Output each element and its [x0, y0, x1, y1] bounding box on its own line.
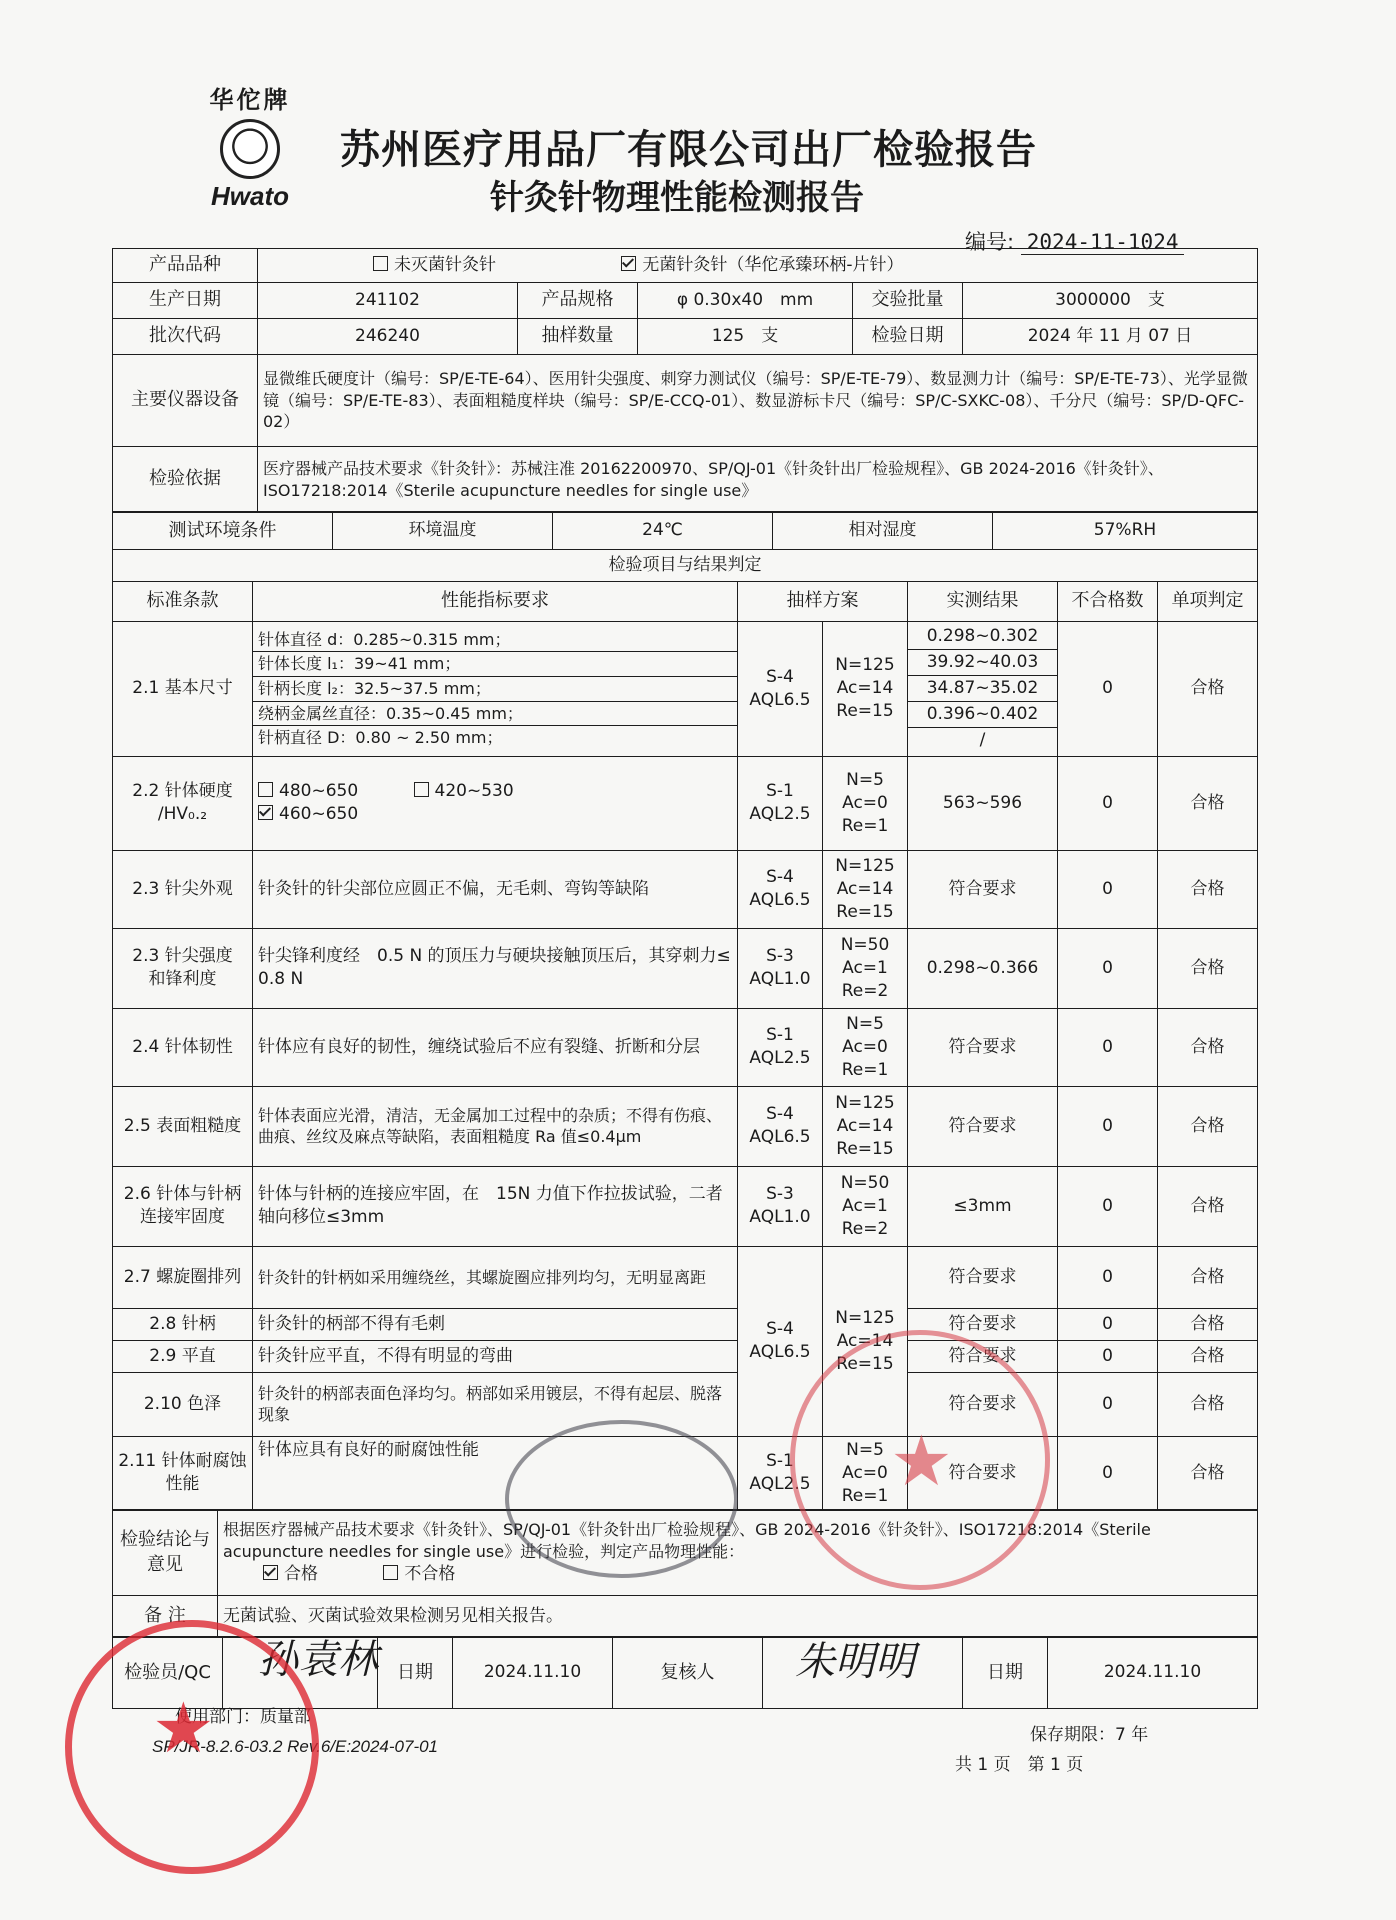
batch-qty-value: 3000000 支 — [963, 283, 1258, 319]
reviewer-label: 复核人 — [613, 1637, 763, 1709]
remark-value: 无菌试验、灭菌试验效果检测另见相关报告。 — [218, 1596, 1258, 1638]
plan: S-3 AQL1.0 — [738, 928, 823, 1008]
pass-option: 合格 — [263, 1564, 318, 1584]
hum-value: 57%RH — [993, 512, 1258, 550]
acceptance: N=5 Ac=0 Re=1 — [823, 1436, 908, 1510]
product-info-table — [112, 248, 1258, 513]
checked-box-icon — [621, 256, 636, 271]
nonconf: 0 — [1058, 1372, 1158, 1436]
nonconf: 0 — [1058, 1166, 1158, 1246]
table-row — [113, 1086, 1258, 1166]
acceptance: N=5 Ac=0 Re=1 — [823, 1008, 908, 1086]
req-item: 针柄直径 D：0.80 ~ 2.50 mm； — [258, 728, 503, 748]
clause: 2.10 色泽 — [113, 1372, 253, 1436]
requirement: 针体表面应光滑，清洁，无金属加工过程中的杂质；不得有伤痕、曲痕、丝纹及麻点等缺陷，表面粗糙度 Ra 值≤0.4μm — [253, 1086, 738, 1166]
measured: 0.298~0.302 — [908, 624, 1057, 649]
judge: 合格 — [1158, 1246, 1258, 1308]
temp-label: 环境温度 — [333, 512, 553, 550]
judge: 合格 — [1158, 1166, 1258, 1246]
measured-list — [908, 621, 1058, 756]
requirements — [253, 621, 738, 756]
table-row — [113, 1340, 1258, 1372]
table-row — [113, 1166, 1258, 1246]
judge: 合格 — [1158, 1372, 1258, 1436]
unchecked-box-icon — [414, 782, 429, 797]
hum-label: 相对湿度 — [773, 512, 993, 550]
req-item: 针体直径 d：0.285~0.315 mm； — [253, 628, 737, 653]
remark-label: 备 注 — [113, 1596, 218, 1638]
nonconf: 0 — [1058, 1246, 1158, 1308]
measured: 符合要求 — [908, 1436, 1058, 1510]
col-sampling: 抽样方案 — [738, 581, 908, 621]
hwato-portrait-icon — [220, 119, 280, 179]
table-row — [113, 1008, 1258, 1086]
req-item: 针柄长度 l₂：32.5~37.5 mm； — [253, 677, 737, 702]
star-icon: ★ — [152, 1687, 215, 1769]
table-row — [113, 621, 1258, 756]
insp-date-value: 2024 年 11 月 07 日 — [963, 319, 1258, 355]
opt-sterile: 无菌针灸针（华佗承臻环柄-片针） — [621, 255, 903, 275]
section-title: 检验项目与结果判定 — [113, 549, 1258, 581]
plan: S-1 AQL2.5 — [738, 1008, 823, 1086]
acceptance: N=125 Ac=14 Re=15 — [823, 850, 908, 928]
nonconf: 0 — [1058, 1086, 1158, 1166]
conclusion-label: 检验结论与意见 — [113, 1510, 218, 1596]
plan: S-4 AQL6.5 — [738, 850, 823, 928]
instruments-value: 显微维氏硬度计（编号：SP/E-TE-64）、医用针尖强度、刺穿力测试仪（编号：SP/E-TE-79）、数显测力计（编号：SP/E-TE-73）、光学显微镜（编号：SP/E-TE-83）、表面粗糙度样块（编号：SP/E-CCQ-01）、数显游标卡尺（编号：SP/C-SXKC-08）、千分尺（编号：SP/D-QFC-02） — [258, 355, 1258, 447]
nonconf: 0 — [1058, 1436, 1158, 1510]
measured: ≤3mm — [908, 1166, 1058, 1246]
requirement: 针灸针的针柄如采用缠绕丝，其螺旋圈应排列均匀，无明显离距 — [253, 1246, 738, 1308]
measured: 34.87~35.02 — [908, 676, 1057, 702]
nonconf: 0 — [1058, 850, 1158, 928]
acceptance: N=125 Ac=14 Re=15 — [823, 621, 908, 756]
clause: 2.4 针体韧性 — [113, 1008, 253, 1086]
measured: 0.396~0.402 — [908, 702, 1057, 728]
acceptance: N=50 Ac=1 Re=2 — [823, 928, 908, 1008]
clause: 2.3 针尖外观 — [113, 850, 253, 928]
measured: 符合要求 — [908, 1372, 1058, 1436]
table-row — [113, 1308, 1258, 1340]
plan: S-4 AQL6.5 — [738, 621, 823, 756]
clause: 2.3 针尖强度 和锋利度 — [113, 928, 253, 1008]
acceptance: N=5 Ac=0 Re=1 — [823, 756, 908, 850]
plan: S-1 AQL2.5 — [738, 756, 823, 850]
judge: 合格 — [1158, 756, 1258, 850]
nonconf: 0 — [1058, 928, 1158, 1008]
col-result: 实测结果 — [908, 581, 1058, 621]
acceptance: N=125 Ac=14 Re=15 — [823, 1086, 908, 1166]
table-row — [113, 1436, 1258, 1510]
lot-value: 246240 — [258, 319, 518, 355]
star-icon: ★ — [890, 1420, 953, 1502]
checked-box-icon — [263, 1565, 278, 1580]
doc-no-value: 2024-11-1024 — [1021, 230, 1185, 255]
unchecked-box-icon — [258, 782, 273, 797]
clause: 2.9 平直 — [113, 1340, 253, 1372]
report-title: 苏州医疗用品厂有限公司出厂检验报告 — [340, 127, 1037, 173]
doc-no-label: 编号: — [965, 230, 1015, 254]
nonconf: 0 — [1058, 1008, 1158, 1086]
spec-value: φ 0.30x40 mm — [638, 283, 853, 319]
table-row — [113, 1372, 1258, 1436]
hv-opt: 460~650 — [258, 804, 358, 824]
prod-date-value: 241102 — [258, 283, 518, 319]
requirement: 针体与针柄的连接应牢固，在 15N 力值下作拉拔试验，二者轴向移位≤3mm — [253, 1166, 738, 1246]
checked-box-icon — [258, 805, 273, 820]
date-label: 日期 — [378, 1637, 453, 1709]
inspector-signature: 孙袁林 — [258, 1637, 378, 1683]
req-item: 绕柄金属丝直径：0.35~0.45 mm； — [253, 702, 737, 727]
judge: 合格 — [1158, 1086, 1258, 1166]
temp-value: 24℃ — [553, 512, 773, 550]
conclusion-table — [112, 1509, 1258, 1638]
env-label: 测试环境条件 — [113, 512, 333, 550]
judge: 合格 — [1158, 1340, 1258, 1372]
requirement: 针体应有良好的韧性，缠绕试验后不应有裂缝、折断和分层 — [253, 1008, 738, 1086]
page-count: 共 1 页 第 1 页 — [955, 1755, 1084, 1775]
requirement: 针尖锋利度经 0.5 N 的顶压力与硬块接触顶压后，其穿刺力≤ 0.8 N — [253, 928, 738, 1008]
plan: S-3 AQL1.0 — [738, 1166, 823, 1246]
nonconf: 0 — [1058, 621, 1158, 756]
basis-value: 医疗器械产品技术要求《针灸针》：苏械注准 20162200970、SP/QJ-01《针灸针出厂检验规程》、GB 2024-2016《针灸针》、ISO17218:2014《Sterile acupuncture needles for single use》 — [258, 447, 1258, 513]
clause: 2.2 针体硬度 /HV₀.₂ — [113, 756, 253, 850]
batch-qty-label: 交验批量 — [853, 283, 963, 319]
sample-qty-value: 125 支 — [638, 319, 853, 355]
unchecked-box-icon — [373, 256, 388, 271]
nonconf: 0 — [1058, 1308, 1158, 1340]
company-logo — [195, 80, 305, 212]
requirements — [253, 756, 738, 850]
prod-date-label: 生产日期 — [113, 283, 258, 319]
clause: 2.1 基本尺寸 — [113, 621, 253, 756]
spec-label: 产品规格 — [518, 283, 638, 319]
variety-options — [258, 249, 1258, 283]
measured: 39.92~40.03 — [908, 650, 1057, 676]
col-nonconf: 不合格数 — [1058, 581, 1158, 621]
plan: S-1 AQL2.5 — [738, 1436, 823, 1510]
retention-period: 保存期限：7 年 — [1030, 1725, 1149, 1745]
acceptance: N=50 Ac=1 Re=2 — [823, 1166, 908, 1246]
col-req: 性能指标要求 — [253, 581, 738, 621]
date-value-2: 2024.11.10 — [1048, 1637, 1258, 1709]
clause: 2.8 针柄 — [113, 1308, 253, 1340]
req-item: 针体长度 l₁：39~41 mm； — [253, 652, 737, 677]
reviewer-signature: 朱明明 — [795, 1639, 915, 1685]
measured: 符合要求 — [908, 1086, 1058, 1166]
judge: 合格 — [1158, 621, 1258, 756]
judge: 合格 — [1158, 1008, 1258, 1086]
hv-opt: 420~530 — [414, 781, 514, 801]
measured: 符合要求 — [908, 1246, 1058, 1308]
table-row — [113, 1246, 1258, 1308]
date-value: 2024.11.10 — [453, 1637, 613, 1709]
clause: 2.11 针体耐腐蚀性能 — [113, 1436, 253, 1510]
measured: 0.298~0.366 — [908, 928, 1058, 1008]
instruments-label: 主要仪器设备 — [113, 355, 258, 447]
date-label-2: 日期 — [963, 1637, 1048, 1709]
table-row — [113, 928, 1258, 1008]
environment-table — [112, 511, 1258, 550]
plan: S-4 AQL6.5 — [738, 1246, 823, 1436]
plan: S-4 AQL6.5 — [738, 1086, 823, 1166]
col-judge: 单项判定 — [1158, 581, 1258, 621]
logo-latin-text: Hwato — [211, 181, 289, 211]
logo-brand-text: 华佗牌 — [209, 85, 291, 114]
using-dept: 使用部门：质量部 — [175, 1707, 311, 1727]
fail-option: 不合格 — [383, 1564, 455, 1584]
nonconf: 0 — [1058, 756, 1158, 850]
requirement: 针灸针的柄部不得有毛刺 — [253, 1308, 738, 1340]
hv-opt: 480~650 — [258, 781, 358, 801]
measured: 符合要求 — [908, 1308, 1058, 1340]
opt-unsterile: 未灭菌针灸针 — [373, 255, 496, 275]
judge: 合格 — [1158, 850, 1258, 928]
conclusion-body — [218, 1510, 1258, 1596]
requirement: 针灸针应平直，不得有明显的弯曲 — [253, 1340, 738, 1372]
unchecked-box-icon — [383, 1565, 398, 1580]
judge: 合格 — [1158, 928, 1258, 1008]
sample-qty-label: 抽样数量 — [518, 319, 638, 355]
judge: 合格 — [1158, 1308, 1258, 1340]
table-row — [113, 756, 1258, 850]
lot-label: 批次代码 — [113, 319, 258, 355]
requirement: 针体应具有良好的耐腐蚀性能 — [253, 1436, 738, 1510]
conclusion-text: 根据医疗器械产品技术要求《针灸针》、SP/QJ-01《针灸针出厂检验规程》、GB 2024-2016《针灸针》、ISO17218:2014《Sterile acupuncture needles for single use》进行检验，判定产品物理性能： — [223, 1520, 1151, 1562]
requirement: 针灸针的针尖部位应圆正不偏，无毛刺、弯钩等缺陷 — [253, 850, 738, 928]
report-subtitle: 针灸针物理性能检测报告 — [490, 178, 864, 218]
inspector-label: 检验员/QC — [113, 1637, 223, 1709]
form-number: SP/JR-8.2.6-03.2 Rev.6/E:2024-07-01 — [152, 1737, 439, 1756]
measured: 符合要求 — [908, 1340, 1058, 1372]
judge: 合格 — [1158, 1436, 1258, 1510]
clause: 2.5 表面粗糙度 — [113, 1086, 253, 1166]
table-row — [113, 850, 1258, 928]
measured: 符合要求 — [908, 1008, 1058, 1086]
measured: 563~596 — [908, 756, 1058, 850]
acceptance: N=125 Ac=14 Re=15 — [823, 1246, 908, 1436]
insp-date-label: 检验日期 — [853, 319, 963, 355]
nonconf: 0 — [1058, 1340, 1158, 1372]
clause: 2.6 针体与针柄连接牢固度 — [113, 1166, 253, 1246]
results-table — [112, 549, 1258, 1511]
report-sheet — [112, 248, 1258, 1709]
clause: 2.7 螺旋圈排列 — [113, 1246, 253, 1308]
variety-label: 产品品种 — [113, 249, 258, 283]
requirement: 针灸针的柄部表面色泽均匀。柄部如采用镀层，不得有起层、脱落现象 — [253, 1372, 738, 1436]
measured: / — [979, 730, 986, 751]
col-clause: 标准条款 — [113, 581, 253, 621]
basis-label: 检验依据 — [113, 447, 258, 513]
measured: 符合要求 — [908, 850, 1058, 928]
